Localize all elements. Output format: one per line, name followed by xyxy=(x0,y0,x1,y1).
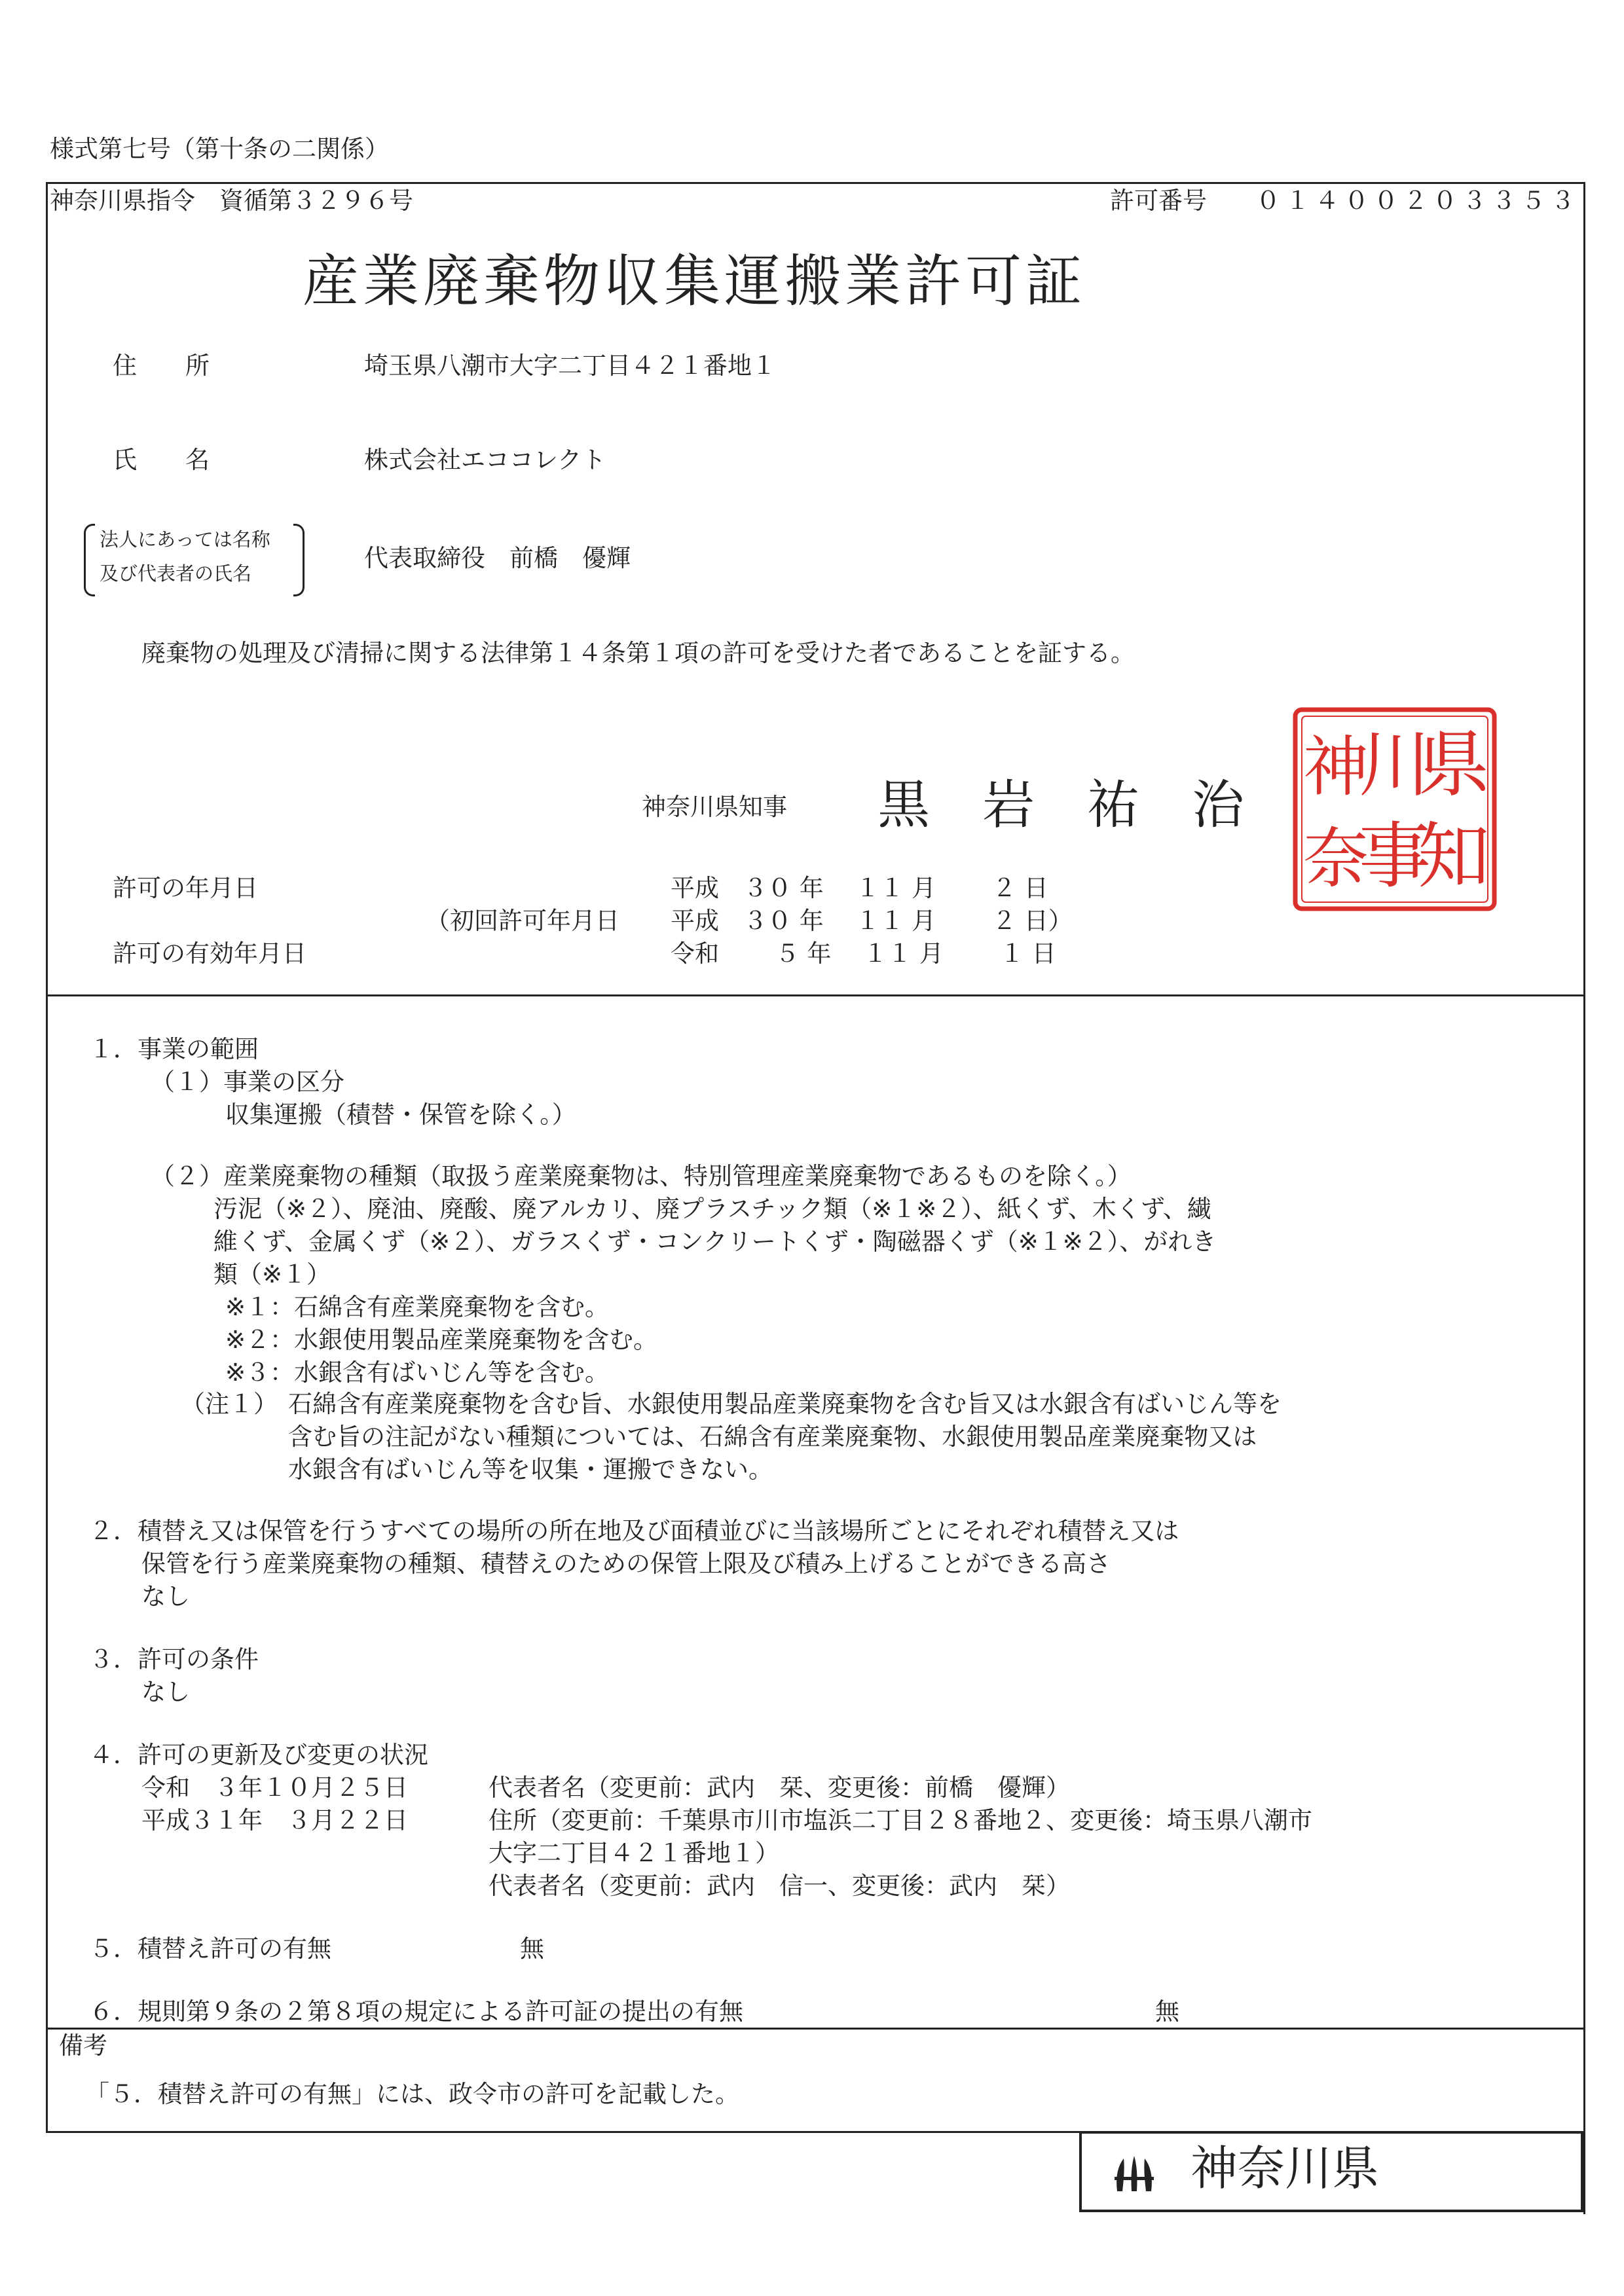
note-bracket-left xyxy=(84,524,95,596)
initial-date-label: （初回許可年月日 xyxy=(426,907,619,935)
section3-title: ３．許可の条件 xyxy=(89,1645,259,1673)
section1-1-body: 収集運搬（積替・保管を除く。） xyxy=(225,1101,576,1129)
svg-text:川: 川 xyxy=(1359,723,1431,807)
section1-2-line1: 汚泥（※２）、廃油、廃酸、廃アルカリ、廃プラスチック類（※１※２）、紙くず、木くず、繊 xyxy=(213,1195,1211,1223)
caution-line1: 石綿含有産業廃棄物を含む旨、水銀使用製品産業廃棄物を含む旨又は水銀含有ばいじん等を xyxy=(288,1390,1282,1418)
name-value: 株式会社エココレクト xyxy=(364,446,606,474)
remarks-text: 「５．積替え許可の有無」には、政令市の許可を記載した。 xyxy=(85,2080,739,2108)
note-2: ※２：水銀使用製品産業廃棄物を含む。 xyxy=(225,1326,658,1354)
initial-date-value: 平成 ３０ 年 １１ 月 ２ 日） xyxy=(671,907,1073,935)
section1-title: １．事業の範囲 xyxy=(89,1035,259,1063)
section2-line2: 保管を行う産業廃棄物の種類、積替えのための保管上限及び積み上げることができる高さ xyxy=(141,1550,1111,1578)
representative-value: 代表取締役 前橋 優輝 xyxy=(364,544,631,572)
section1-1-title: （１）事業の区分 xyxy=(151,1068,344,1096)
change2-text2: 大字二丁目４２１番地１） xyxy=(489,1839,779,1867)
section5-value: 無 xyxy=(520,1935,544,1963)
form-label: 様式第七号（第十条の二関係） xyxy=(50,135,389,163)
svg-text:県: 県 xyxy=(1418,723,1490,807)
caution-line3: 水銀含有ばいじん等を収集・運搬できない。 xyxy=(288,1455,773,1484)
permit-date-label: 許可の年月日 xyxy=(113,874,258,902)
issuer-box xyxy=(1079,2131,1583,2212)
governor-seal xyxy=(1290,704,1500,914)
svg-text:奈: 奈 xyxy=(1303,820,1369,897)
valid-date-label: 許可の有効年月日 xyxy=(113,939,306,968)
directive-number: 神奈川県指令 資循第３２９６号 xyxy=(50,187,413,215)
section6-value: 無 xyxy=(1155,1997,1179,2026)
change2-text3: 代表者名（変更前：武内 信一、変更後：武内 栞） xyxy=(489,1872,1070,1900)
frame-top xyxy=(46,182,1585,184)
issuer-name: 神奈川県 xyxy=(1190,2141,1380,2196)
remarks-label: 備考 xyxy=(59,2032,107,2060)
change1-date: 令和 ３年１０月２５日 xyxy=(141,1774,408,1802)
caution-label: （注１） xyxy=(181,1390,278,1418)
change2-text1: 住所（変更前：千葉県市川市塩浜二丁目２８番地２、変更後：埼玉県八潮市 xyxy=(489,1806,1312,1834)
section2-line1: ２．積替え又は保管を行うすべての場所の所在地及び面積並びに当該場所ごとにそれぞれ積替え又は xyxy=(89,1517,1179,1545)
frame-bottom xyxy=(46,2131,1080,2133)
svg-text:知: 知 xyxy=(1418,814,1490,898)
frame-divider-top xyxy=(46,994,1585,996)
frame-left xyxy=(46,182,48,2133)
section1-2-title: （２）産業廃棄物の種類（取扱う産業廃棄物は、特別管理産業廃棄物であるものを除く。） xyxy=(151,1162,1132,1190)
note-1: ※１：石綿含有産業廃棄物を含む。 xyxy=(225,1293,610,1321)
caution-line2: 含む旨の注記がない種類については、石綿含有産業廃棄物、水銀使用製品産業廃棄物又は xyxy=(288,1423,1257,1451)
section5-title: ５．積替え許可の有無 xyxy=(89,1935,331,1963)
valid-date-value: 令和 ５ 年 １１ 月 １ 日 xyxy=(671,939,1056,968)
svg-text:神: 神 xyxy=(1303,729,1369,805)
section6-title: ６．規則第９条の２第８項の規定による許可証の提出の有無 xyxy=(89,1997,743,2026)
section2-value: なし xyxy=(141,1582,190,1611)
certification-text: 廃棄物の処理及び清掃に関する法律第１４条第１項の許可を受けた者であることを証する。 xyxy=(141,639,1135,667)
document-title: 産業廃棄物収集運搬業許可証 xyxy=(303,249,1086,314)
frame-divider-remarks xyxy=(46,2028,1585,2030)
section1-2-line3: 類（※１） xyxy=(213,1260,331,1288)
frame-right xyxy=(1583,182,1585,2214)
section4-title: ４．許可の更新及び変更の状況 xyxy=(89,1741,428,1769)
note-3: ※３：水銀含有ばいじん等を含む。 xyxy=(225,1358,610,1387)
kanagawa-emblem-icon xyxy=(1111,2151,1158,2198)
permit-date-value: 平成 ３０ 年 １１ 月 ２ 日 xyxy=(671,874,1048,902)
name-label: 氏 名 xyxy=(113,446,210,474)
governor-title: 神奈川県知事 xyxy=(642,793,787,821)
rep-note-line1: 法人にあっては名称 xyxy=(100,528,270,551)
governor-name: 黒 岩 祐 治 xyxy=(877,774,1244,835)
rep-note-line2: 及び代表者の氏名 xyxy=(100,562,252,585)
svg-text:事: 事 xyxy=(1359,814,1431,898)
address-value: 埼玉県八潮市大字二丁目４２１番地１ xyxy=(364,352,776,380)
note-bracket-right xyxy=(293,524,304,596)
change2-date: 平成３１年 ３月２２日 xyxy=(141,1806,408,1834)
permit-number: ０１４００２０３３５３ xyxy=(1256,187,1580,215)
permit-number-label: 許可番号 xyxy=(1110,187,1207,215)
section3-value: なし xyxy=(141,1678,190,1706)
change1-text: 代表者名（変更前：武内 栞、変更後：前橋 優輝） xyxy=(489,1774,1070,1802)
section1-2-line2: 維くず、金属くず（※２）、ガラスくず・コンクリートくず・陶磁器くず（※１※２）、がれき xyxy=(213,1228,1217,1256)
address-label: 住 所 xyxy=(113,352,210,380)
